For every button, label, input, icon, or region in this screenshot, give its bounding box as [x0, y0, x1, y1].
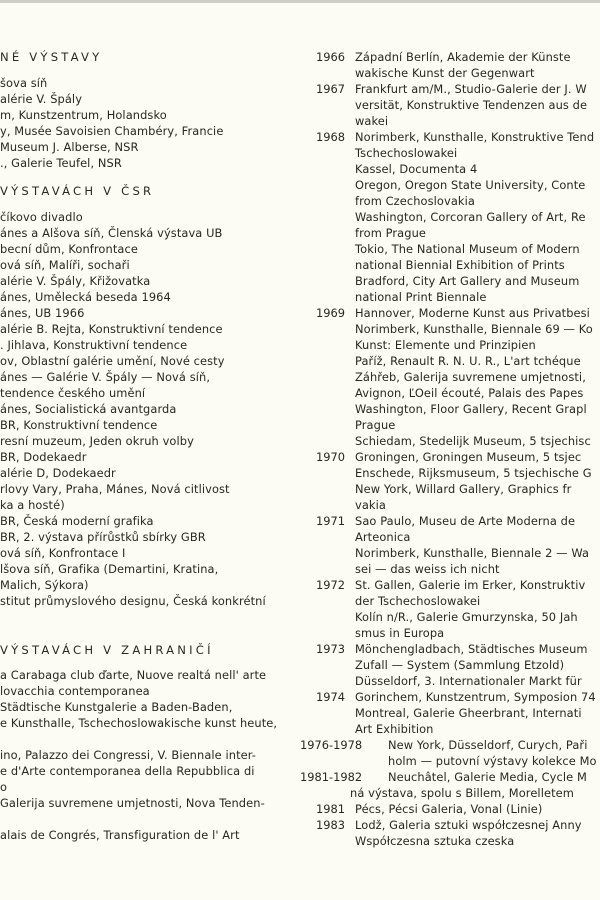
exhibition-entry-line: Hannover, Moderne Kunst aus Privatbesi — [355, 306, 590, 320]
exhibition-line: ka a hosté) — [0, 498, 65, 512]
exhibition-year: 1970 — [316, 450, 345, 464]
exhibition-line: Malich, Sýkora) — [0, 578, 89, 592]
exhibition-entry-line: New York, Willard Gallery, Graphics fr — [355, 482, 572, 496]
exhibition-entry-line: Arteonica — [355, 530, 411, 544]
exhibition-entry-line: wakische Kunst der Gegenwart — [355, 66, 535, 80]
exhibition-entry-line: Lodž, Galeria sztuki współczesnej Anny — [355, 818, 582, 832]
exhibition-entry-line: Avignon, ĽOeil écouté, Palais des Papes — [355, 386, 584, 400]
exhibition-entry-line: Kolín n/R., Galerie Gmurzynska, 50 Jah — [355, 610, 578, 624]
exhibition-year: 1973 — [316, 642, 345, 656]
exhibition-entry-line: holm — putovní výstavy kolekce Mo — [388, 754, 597, 768]
exhibition-entry-line: smus in Europa — [355, 626, 445, 640]
exhibition-line: y, Musée Savoisien Chambéry, Francie — [0, 124, 224, 138]
exhibition-line: stitut průmyslového designu, Česká konkrétní — [0, 594, 266, 608]
exhibition-entry-line: Enschede, Rijksmuseum, 5 tsjechische G — [355, 466, 592, 480]
exhibition-line: alérie B. Rejta, Konstruktivní tendence — [0, 322, 223, 336]
exhibition-entry-line: from Czechoslovakia — [355, 194, 475, 208]
exhibition-entry-line: der Tschechoslowakei — [355, 594, 481, 608]
exhibition-entry-line: national Biennial Exhibition of Prints — [355, 258, 565, 272]
exhibition-entry-line: Norimberk, Kunsthalle, Biennale 69 — Ko — [355, 322, 593, 336]
exhibition-year: 1966 — [316, 50, 345, 64]
exhibition-entry-line: St. Gallen, Galerie im Erker, Konstruktiv — [355, 578, 586, 592]
exhibition-line: ov, Oblastní galérie umění, Nové cesty — [0, 354, 225, 368]
exhibition-line: Städtische Kunstgalerie a Baden-Baden, — [0, 700, 233, 714]
exhibition-entry-line: Západní Berlín, Akademie der Künste — [355, 50, 571, 64]
exhibition-entry-line: Mönchengladbach, Städtisches Museum — [355, 642, 588, 656]
exhibition-entry-line: Washington, Floor Gallery, Recent Grapl — [355, 402, 587, 416]
exhibition-line: ., Galerie Teufel, NSR — [0, 156, 122, 170]
exhibition-year: 1971 — [316, 514, 345, 528]
right-page-column — [300, 0, 600, 900]
exhibition-entry-line: Paříž, Renault R. N. U. R., L'art tchéque — [355, 354, 581, 368]
exhibition-line: o — [0, 780, 8, 794]
exhibition-line: BR, 2. výstava přírůstků sbírky GBR — [0, 530, 206, 544]
exhibition-line: ánes, Umělecká beseda 1964 — [0, 290, 171, 304]
exhibition-line: BR, Česká moderní grafika — [0, 514, 154, 528]
exhibition-entry-line: versität, Konstruktive Tendenzen aus de — [355, 98, 588, 112]
exhibition-entry-line: Neuchâtel, Galerie Media, Cycle M — [388, 770, 587, 784]
exhibition-line: ánes — Galérie V. Špály — Nová síň, — [0, 370, 211, 384]
exhibition-line: alérie V. Špály — [0, 92, 83, 106]
exhibition-entry-line: Montreal, Galerie Gheerbrant, Internati — [355, 706, 582, 720]
exhibition-year: 1972 — [316, 578, 345, 592]
exhibition-year: 1969 — [316, 306, 345, 320]
exhibition-entry-line: Gorinchem, Kunstzentrum, Symposion 74 — [355, 690, 596, 704]
exhibition-line: rlovy Vary, Praha, Mánes, Nová citlivost — [0, 482, 230, 496]
exhibition-entry-line: vakia — [355, 498, 386, 512]
exhibition-entry-line: sei — das weiss ich nicht — [355, 562, 500, 576]
exhibition-line: ová síň, Konfrontace I — [0, 546, 126, 560]
exhibition-entry-line: Kunst: Elemente und Prinzipien — [355, 338, 536, 352]
exhibition-year: 1983 — [316, 818, 345, 832]
exhibition-line: BR, Konstruktivní tendence — [0, 418, 158, 432]
exhibition-year: 1974 — [316, 690, 345, 704]
exhibition-line: ino, Palazzo dei Congressi, V. Biennale inter- — [0, 748, 257, 762]
exhibition-line: ová síň, Malíři, sochaři — [0, 258, 130, 272]
exhibition-line: alérie V. Špály, Křižovatka — [0, 274, 151, 288]
exhibition-line: e d'Arte contemporanea della Repubblica di — [0, 764, 255, 778]
exhibition-entry-line: Washington, Corcoran Gallery of Art, Re — [355, 210, 586, 224]
exhibition-entry-line: Düsseldorf, 3. Internationaler Markt für — [355, 674, 582, 688]
exhibition-entry-line: Tschechoslowakei — [355, 146, 458, 160]
exhibition-line: ánes, UB 1966 — [0, 306, 85, 320]
exhibition-entry-line: Zufall — System (Sammlung Etzold) — [355, 658, 565, 672]
exhibition-line: e Kunsthalle, Tschechoslowakische kunst heute, — [0, 716, 278, 730]
exhibition-entry-line: Kassel, Documenta 4 — [355, 162, 478, 176]
exhibition-entry-line: Oregon, Oregon State University, Conte — [355, 178, 586, 192]
exhibition-line: alais de Congrés, Transfiguration de l' Art — [0, 828, 240, 842]
exhibition-entry-line: Art Exhibition — [355, 722, 434, 736]
exhibition-entry-line: Norimberk, Kunsthalle, Biennale 2 — Wa — [355, 546, 590, 560]
exhibition-year: 1976-1978 — [300, 738, 363, 752]
exhibition-line: ánes a Alšova síň, Členská výstava UB — [0, 226, 223, 240]
exhibition-entry-line: Schiedam, Stedelijk Museum, 5 tsjechisc — [355, 434, 591, 448]
exhibition-entry-line: Záhřeb, Galerija suvremene umjetnosti, — [355, 370, 586, 384]
exhibition-entry-line: from Prague — [355, 226, 427, 240]
exhibition-entry-line: Tokio, The National Museum of Modern — [355, 242, 580, 256]
section-heading: VÝSTAVÁCH V ČSR — [0, 184, 155, 198]
exhibition-entry-line: national Print Biennale — [355, 290, 487, 304]
exhibition-year: 1981-1982 — [300, 770, 363, 784]
exhibition-line: Museum J. Alberse, NSR — [0, 140, 139, 154]
section-heading: NÉ VÝSTAVY — [0, 50, 103, 64]
exhibition-line: BR, Dodekaedr — [0, 450, 87, 464]
exhibition-line: šova síň — [0, 76, 48, 90]
exhibition-line: lšova síň, Grafika (Demartini, Kratina, — [0, 562, 219, 576]
exhibition-line: becní dům, Konfrontace — [0, 242, 138, 256]
exhibition-line: tendence českého umění — [0, 386, 146, 400]
exhibition-entry-line: Frankfurt am/M., Studio-Galerie der J. W — [355, 82, 587, 96]
exhibition-line: lovacchia contemporanea — [0, 684, 150, 698]
exhibition-year: 1968 — [316, 130, 345, 144]
exhibition-entry-line: Norimberk, Kunsthalle, Konstruktive Tend — [355, 130, 595, 144]
section-heading: VÝSTAVÁCH V ZAHRANIČÍ — [0, 643, 214, 657]
exhibition-year: 1967 — [316, 82, 345, 96]
exhibition-line: Galerija suvremene umjetnosti, Nova Tenden- — [0, 796, 265, 810]
exhibition-entry-line: Sao Paulo, Museu de Arte Moderna de — [355, 514, 576, 528]
exhibition-line: m, Kunstzentrum, Holandsko — [0, 108, 167, 122]
exhibition-entry-line: ná výstava, spolu s Billem, Morelletem — [350, 786, 574, 800]
exhibition-entry-line: New York, Düsseldorf, Curych, Paři — [388, 738, 588, 752]
exhibition-entry-line: Groningen, Groningen Museum, 5 tsjec — [355, 450, 582, 464]
exhibition-entry-line: Współczesna sztuka czeska — [355, 834, 515, 848]
exhibition-entry-line: Prague — [355, 418, 396, 432]
exhibition-entry-line: Bradford, City Art Gallery and Museum — [355, 274, 580, 288]
exhibition-line: resní muzeum, Jeden okruh volby — [0, 434, 194, 448]
exhibition-line: ánes, Socialistická avantgarda — [0, 402, 177, 416]
exhibition-entry-line: wakei — [355, 114, 389, 128]
exhibition-line: . Jihlava, Konstruktivní tendence — [0, 338, 188, 352]
exhibition-entry-line: Pécs, Pécsi Galeria, Vonal (Linie) — [355, 802, 543, 816]
exhibition-line: a Carabaga club ďarte, Nuove realtá nell' arte — [0, 668, 267, 682]
exhibition-line: alérie D, Dodekaedr — [0, 466, 116, 480]
exhibition-year: 1981 — [316, 802, 345, 816]
exhibition-line: číkovo divadlo — [0, 210, 83, 224]
